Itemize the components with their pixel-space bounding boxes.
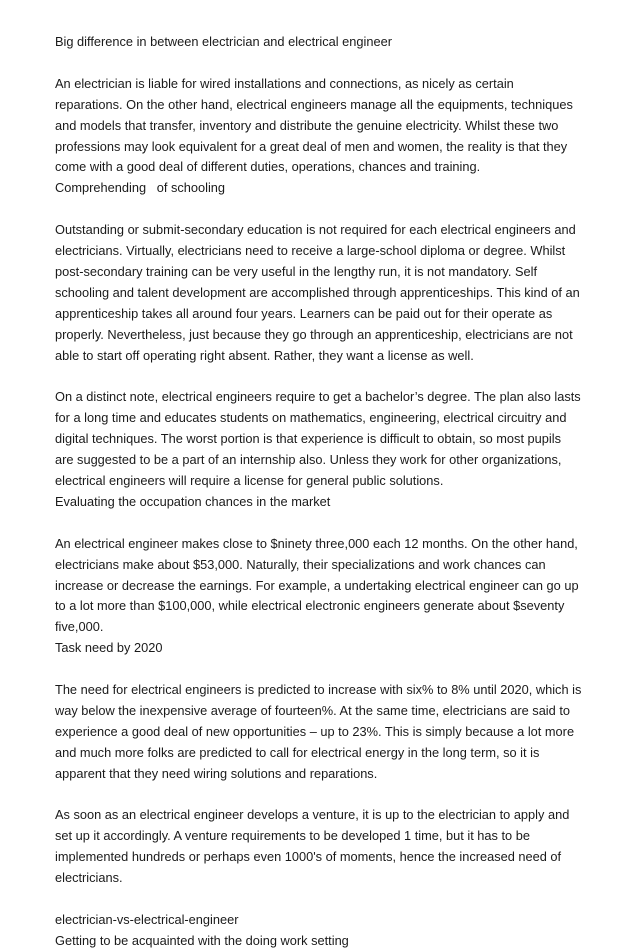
paragraph-line: come with a good deal of different duties, operations, chances and training. <box>55 159 481 175</box>
paragraph-line: reparations. On the other hand, electrical engineers manage all the equipments, techniques <box>55 96 573 112</box>
paragraph-line: and much more folks are predicted to call for electrical energy in the long term, so it is <box>55 744 540 760</box>
paragraph-line: five,000. <box>55 619 104 635</box>
paragraph-line: electricians. <box>55 870 123 886</box>
paragraph-line: electrical engineers will require a license for general public solutions. <box>55 472 444 488</box>
paragraph-line: digital techniques. The worst portion is that experience is difficult to obtain, so most pupils <box>55 431 561 447</box>
paragraph-line: An electrician is liable for wired installations and connections, as nicely as certain <box>55 75 514 91</box>
paragraph-line: increase or decrease the earnings. For example, a undertaking electrical engineer can go up <box>55 577 579 593</box>
paragraph-line: way below the inexpensive average of fourteen%. At the same time, electricians are said to <box>55 702 570 718</box>
document-title: Big difference in between electrician and electrical engineer <box>55 34 392 49</box>
paragraph-demand <box>55 680 595 785</box>
section-heading-schooling: Comprehending of schooling <box>55 180 226 196</box>
paragraph-line: post-secondary training can be very useful in the lengthy run, it is not mandatory. Self <box>55 263 538 279</box>
paragraph-line: implemented hundreds or perhaps even 1000's of moments, hence the increased need of <box>55 849 562 865</box>
paragraph-line: for a long time and educates students on mathematics, engineering, electrical circuitry and <box>55 410 567 426</box>
footer-slug: electrician-vs-electrical-engineer <box>55 911 239 927</box>
paragraph-earnings <box>55 534 595 639</box>
paragraph-line: As soon as an electrical engineer develops a venture, it is up to the electrician to apply and <box>55 807 570 823</box>
section-heading-market: Evaluating the occupation chances in the market <box>55 493 331 509</box>
section-heading-block <box>55 638 595 659</box>
paragraph-line: are suggested to be a part of an internship also. Unless they work for other organizations, <box>55 452 562 468</box>
paragraph-line: schooling and talent development are accomplished through apprenticeships. This kind of an <box>55 284 580 300</box>
paragraph-venture <box>55 805 595 889</box>
paragraph-degree <box>55 387 595 492</box>
paragraph-line: An electrical engineer makes close to $ninety three,000 each 12 months. On the other hand, <box>55 535 578 551</box>
paragraph-line: electricians make about $53,000. Naturally, their specializations and work chances can <box>55 556 546 572</box>
paragraph-line: able to start off operating right absent. Rather, they want a license as well. <box>55 347 474 363</box>
paragraph-line: Outstanding or submit-secondary education is not required for each electrical engineers and <box>55 222 576 238</box>
footer-heading: Getting to be acquainted with the doing work setting <box>55 932 349 948</box>
paragraph-line: properly. Nevertheless, just because they go through an apprenticeship, electricians are not <box>55 326 573 342</box>
paragraph-line: electricians. Virtually, electricians need to receive a large-school diploma or degree. Whilst <box>55 243 566 259</box>
section-heading-block <box>55 492 595 513</box>
section-heading-demand: Task need by 2020 <box>55 640 163 656</box>
section-heading-block <box>55 178 595 199</box>
paragraph-line: to a lot more than $100,000, while electrical electronic engineers generate about $seventy <box>55 598 565 614</box>
document-body <box>55 32 595 952</box>
paragraph-line: The need for electrical engineers is predicted to increase with six% to 8% until 2020, which is <box>55 682 582 698</box>
paragraph-education <box>55 220 595 366</box>
paragraph-intro <box>55 74 595 179</box>
paragraph-line: apprenticeship takes all around four years. Learners can be paid out for their operate as <box>55 305 553 321</box>
paragraph-line: On a distinct note, electrical engineers require to get a bachelor’s degree. The plan also lasts <box>55 389 581 405</box>
paragraph-line: experience a good deal of new opportunities – up to 23%. This is simply because a lot more <box>55 723 575 739</box>
paragraph-line: professions may look equivalent for a great deal of men and women, the reality is that they <box>55 138 568 154</box>
paragraph-line: apparent that they need wiring solutions and reparations. <box>55 765 378 781</box>
paragraph-line: and models that transfer, inventory and distribute the genuine electricity. Whilst these two <box>55 117 559 133</box>
paragraph-line: set up it accordingly. A venture requirements to be developed 1 time, but it has to be <box>55 828 530 844</box>
document-title-block <box>55 32 595 53</box>
footer-block <box>55 910 595 952</box>
